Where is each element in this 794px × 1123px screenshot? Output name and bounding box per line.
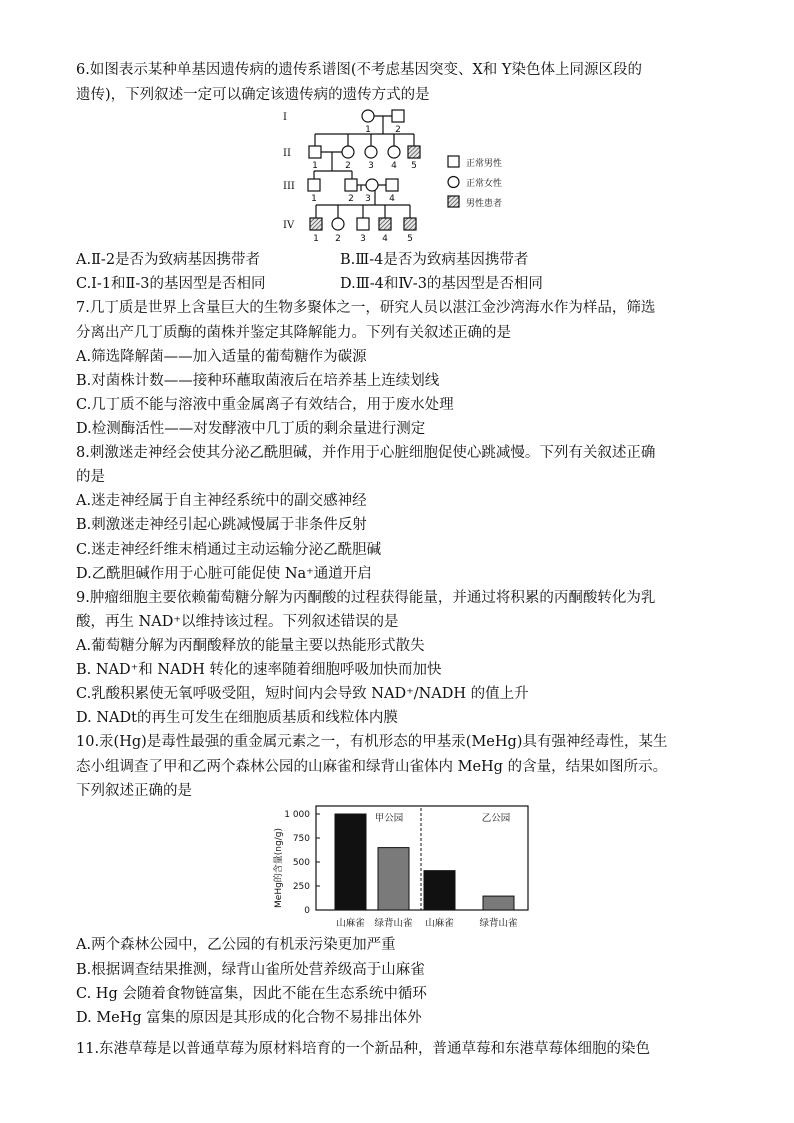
q10-stem-line1: 10.汞(Hg)是毒性最强的重金属元素之一，有机形态的甲基汞(MeHg)具有强神经毒性，某生 — [76, 734, 668, 750]
q10-option-a[interactable]: A.两个森林公园中，乙公园的有机汞污染更加严重 — [76, 937, 396, 953]
legend-affected-male: 男性患者 — [466, 199, 503, 209]
q8-stem-line1: 8.刺激迷走神经会使其分泌乙酰胆碱，并作用于心脏细胞促使心跳减慢。下列有关叙述正确 — [76, 445, 656, 461]
category-label: 绿背山雀 — [479, 918, 518, 929]
q6-option-row2 — [76, 274, 543, 294]
legend-affected-male-symbol — [448, 196, 459, 207]
y-tick-label: 750 — [292, 834, 310, 844]
id-III-4: 4 — [389, 194, 395, 204]
y-tick-label: 500 — [292, 858, 310, 868]
category-label: 绿背山雀 — [374, 918, 413, 929]
q8-option-d[interactable]: D.乙酰胆碱作用于心脏可能促使 Na⁺通道开启 — [76, 566, 372, 582]
legend-normal-female: 正常女性 — [466, 179, 503, 189]
q6-stem-line1: 6.如图表示某种单基因遗传病的遗传系谱图(不考虑基因突变、X和 Y染色体上同源区段的 — [76, 62, 642, 78]
y-axis-label: MeHg的含量(ng/g) — [274, 828, 284, 908]
mehg-bar-chart — [268, 804, 538, 932]
gen-label-1: I — [283, 112, 287, 123]
id-I-2: 2 — [395, 125, 401, 135]
id-IV-3: 3 — [360, 234, 366, 244]
legend-normal-female-symbol — [448, 177, 459, 188]
q8-option-a[interactable]: A.迷走神经属于自主神经系统中的副交感神经 — [76, 493, 367, 509]
id-II-5: 5 — [411, 161, 417, 171]
legend-normal-male-symbol — [448, 156, 459, 167]
id-II-3: 3 — [368, 161, 374, 171]
q9-option-c[interactable]: C.乳酸积累使无氧呼吸受阻，短时间内会导致 NAD⁺/NADH 的值上升 — [76, 686, 529, 702]
legend-normal-male: 正常男性 — [466, 159, 503, 169]
q6-option-b[interactable]: B.Ⅲ-4是否为致病基因携带者 — [340, 252, 529, 268]
group-label: 乙公园 — [481, 813, 511, 824]
q10-option-d[interactable]: D. MeHg 富集的原因是其形成的化合物不易排出体外 — [76, 1010, 422, 1026]
id-IV-1: 1 — [313, 234, 319, 244]
q8-option-c[interactable]: C.迷走神经纤维末梢通过主动运输分泌乙酰胆碱 — [76, 542, 382, 558]
q6-option-row1 — [76, 250, 529, 270]
q7-option-b[interactable]: B.对菌株计数——接种环蘸取菌液后在培养基上连续划线 — [76, 373, 440, 389]
q10-stem-line2: 态小组调查了甲和乙两个森林公园的山麻雀和绿背山雀体内 MeHg 的含量，结果如图所示。 — [76, 759, 668, 775]
q7-stem-line2: 分离出产几丁质酶的菌株并鉴定其降解能力。下列有关叙述正确的是 — [76, 325, 511, 341]
q9-stem-line1: 9.肿瘤细胞主要依赖葡萄糖分解为丙酮酸的过程获得能量，并通过将积累的丙酮酸转化为乳 — [76, 590, 656, 606]
q6-option-d[interactable]: D.Ⅲ-4和Ⅳ-3的基因型是否相同 — [340, 276, 543, 292]
id-III-3: 3 — [365, 194, 371, 204]
bar-jia-shanmaque — [335, 814, 366, 910]
bar-yi-lvbeishanque — [483, 896, 514, 910]
q7-option-d[interactable]: D.检测酶活性——对发酵液中几丁质的剩余量进行测定 — [76, 421, 426, 437]
y-tick-label: 0 — [304, 906, 310, 916]
q8-option-b[interactable]: B.刺激迷走神经引起心跳减慢属于非条件反射 — [76, 517, 367, 533]
q9-stem-line2: 酸，再生 NAD⁺以维持该过程。下列叙述错误的是 — [76, 614, 399, 630]
q10-stem-line3: 下列叙述正确的是 — [76, 783, 192, 799]
q8-stem-line2: 的是 — [76, 469, 105, 485]
bar-yi-shanmaque — [424, 871, 455, 910]
q7-option-a[interactable]: A.筛选降解菌——加入适量的葡萄糖作为碳源 — [76, 349, 367, 365]
gen-label-2: II — [283, 148, 291, 159]
id-IV-2: 2 — [335, 234, 341, 244]
id-II-1: 1 — [312, 161, 318, 171]
q11-stem-line1: 11.东港草莓是以普通草莓为原材料培育的一个新品种，普通草莓和东港草莓体细胞的染色 — [76, 1041, 651, 1057]
q6-stem-line2: 遗传)，下列叙述一定可以确定该遗传病的遗传方式的是 — [76, 87, 430, 103]
id-II-2: 2 — [345, 161, 351, 171]
category-label: 山麻雀 — [425, 918, 454, 929]
group-label: 甲公园 — [374, 813, 404, 824]
gen-label-4: IV — [283, 220, 295, 231]
q6-option-c[interactable]: C.Ⅰ-1和Ⅱ-3的基因型是否相同 — [76, 276, 266, 292]
q7-option-c[interactable]: C.几丁质不能与溶液中重金属离子有效结合，用于废水处理 — [76, 397, 454, 413]
id-I-1: 1 — [365, 125, 371, 135]
pedigree-diagram — [280, 108, 540, 246]
category-label: 山麻雀 — [336, 918, 365, 929]
id-III-1: 1 — [311, 194, 317, 204]
id-IV-5: 5 — [407, 234, 413, 244]
q7-stem-line1: 7.几丁质是世界上含量巨大的生物多聚体之一，研究人员以湛江金沙湾海水作为样品，筛选 — [76, 300, 656, 316]
q9-option-a[interactable]: A.葡萄糖分解为丙酮酸释放的能量主要以热能形式散失 — [76, 638, 425, 654]
y-tick-label: 250 — [292, 882, 310, 892]
gen-label-3: III — [283, 181, 295, 192]
q9-option-d[interactable]: D. NADt的再生可发生在细胞质基质和线粒体内膜 — [76, 710, 398, 726]
q9-option-b[interactable]: B. NAD⁺和 NADH 转化的速率随着细胞呼吸加快而加快 — [76, 662, 442, 678]
bar-jia-lvbeishanque — [378, 848, 409, 910]
y-tick-label: 1 000 — [284, 810, 310, 820]
q10-option-c[interactable]: C. Hg 会随着食物链富集，因此不能在生态系统中循环 — [76, 986, 427, 1002]
q10-option-b[interactable]: B.根据调查结果推测，绿背山雀所处营养级高于山麻雀 — [76, 962, 425, 978]
id-II-4: 4 — [391, 161, 397, 171]
id-IV-4: 4 — [382, 234, 388, 244]
q6-option-a[interactable]: A.Ⅱ-2是否为致病基因携带者 — [76, 252, 261, 268]
id-III-2: 2 — [348, 194, 354, 204]
